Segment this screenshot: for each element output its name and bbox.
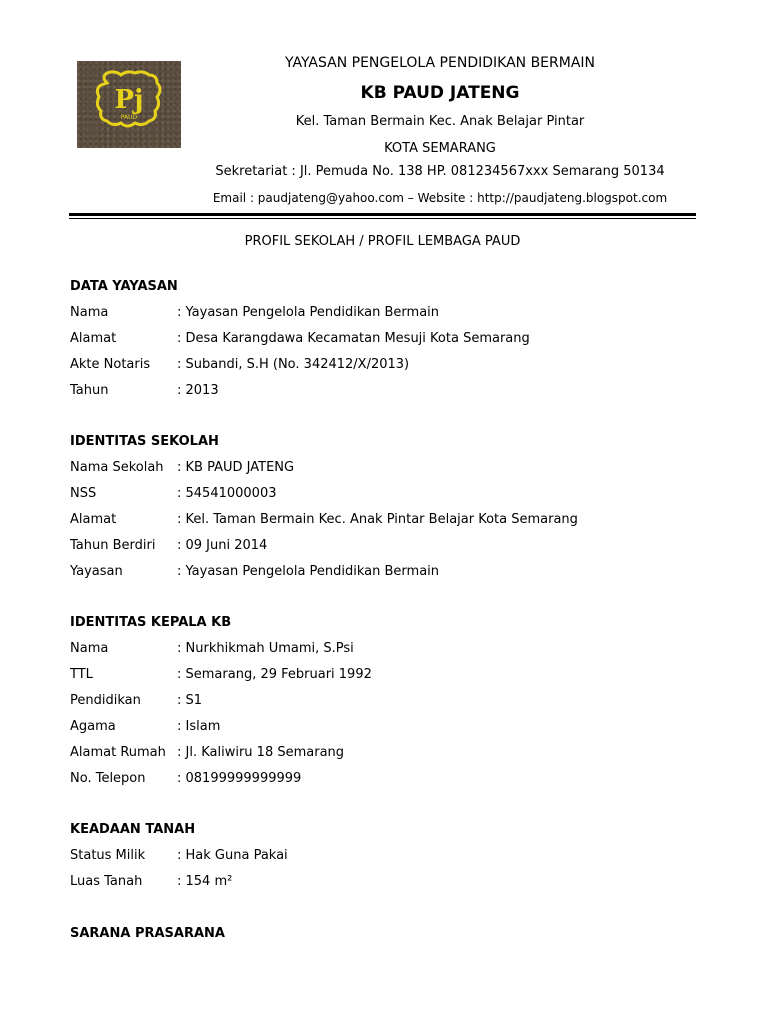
field-label: Tahun Berdiri xyxy=(70,538,156,553)
field-label: Luas Tanah xyxy=(70,874,143,889)
field-label: NSS xyxy=(70,486,97,501)
contact-line: Email : paudjateng@yahoo.com – Website : http://paudjateng.blogspot.com xyxy=(212,191,668,205)
field-label: Yayasan xyxy=(70,564,123,579)
svg-text:Pj: Pj xyxy=(114,85,144,115)
field-value: : Semarang, 29 Februari 1992 xyxy=(177,667,372,682)
field-value: : 54541000003 xyxy=(177,486,277,501)
school-name: KB PAUD JATENG xyxy=(360,83,520,103)
field-value: : Yayasan Pengelola Pendidikan Bermain xyxy=(177,564,440,579)
field-value: : S1 xyxy=(177,693,203,708)
field-label: Alamat xyxy=(70,331,117,346)
field-label: Tahun xyxy=(70,383,109,398)
field-label: Alamat xyxy=(70,512,117,527)
field-label: TTL xyxy=(70,667,93,682)
section-heading-tanah: KEADAAN TANAH xyxy=(70,822,196,837)
field-label: Alamat Rumah xyxy=(70,745,166,760)
section-heading-sekolah: IDENTITAS SEKOLAH xyxy=(70,434,219,449)
school-logo-icon xyxy=(77,61,181,148)
document-title: PROFIL SEKOLAH / PROFIL LEMBAGA PAUD xyxy=(244,234,521,249)
school-logo xyxy=(77,61,181,148)
field-label: Nama xyxy=(70,305,109,320)
field-value: : KB PAUD JATENG xyxy=(177,460,295,475)
field-label: Nama xyxy=(70,641,109,656)
field-value: : Islam xyxy=(177,719,221,734)
field-value: : Hak Guna Pakai xyxy=(177,848,288,863)
section-heading-yayasan: DATA YAYASAN xyxy=(70,279,178,294)
field-value: : Subandi, S.H (No. 342412/X/2013) xyxy=(177,357,410,372)
field-label: Nama Sekolah xyxy=(70,460,164,475)
field-value: : Yayasan Pengelola Pendidikan Bermain xyxy=(177,305,440,320)
field-label: Agama xyxy=(70,719,116,734)
svg-text:PAUD: PAUD xyxy=(120,114,138,121)
section-heading-sarana: SARANA PRASARANA xyxy=(70,926,225,941)
field-label: Status Milik xyxy=(70,848,146,863)
field-label: No. Telepon xyxy=(70,771,146,786)
field-value: : Desa Karangdawa Kecamatan Mesuji Kota Semarang xyxy=(177,331,530,346)
field-value: : Jl. Kaliwiru 18 Semarang xyxy=(177,745,345,760)
header-divider-thick xyxy=(69,213,696,216)
field-value: : 08199999999999 xyxy=(177,771,302,786)
field-label: Akte Notaris xyxy=(70,357,151,372)
field-value: : Kel. Taman Bermain Kec. Anak Pintar Belajar Kota Semarang xyxy=(177,512,578,527)
header-divider-thin xyxy=(69,218,696,219)
secretariat-line: Sekretariat : Jl. Pemuda No. 138 HP. 081234567xxx Semarang 50134 xyxy=(215,164,665,179)
field-value: : 154 m² xyxy=(177,874,233,889)
field-value: : Nurkhikmah Umami, S.Psi xyxy=(177,641,354,656)
foundation-name: YAYASAN PENGELOLA PENDIDIKAN BERMAIN xyxy=(284,55,596,71)
section-heading-kepala: IDENTITAS KEPALA KB xyxy=(70,615,232,630)
city-line: KOTA SEMARANG xyxy=(384,141,496,156)
field-label: Pendidikan xyxy=(70,693,141,708)
address-line: Kel. Taman Bermain Kec. Anak Belajar Pintar xyxy=(295,114,585,129)
field-value: : 09 Juni 2014 xyxy=(177,538,268,553)
field-value: : 2013 xyxy=(177,383,219,398)
